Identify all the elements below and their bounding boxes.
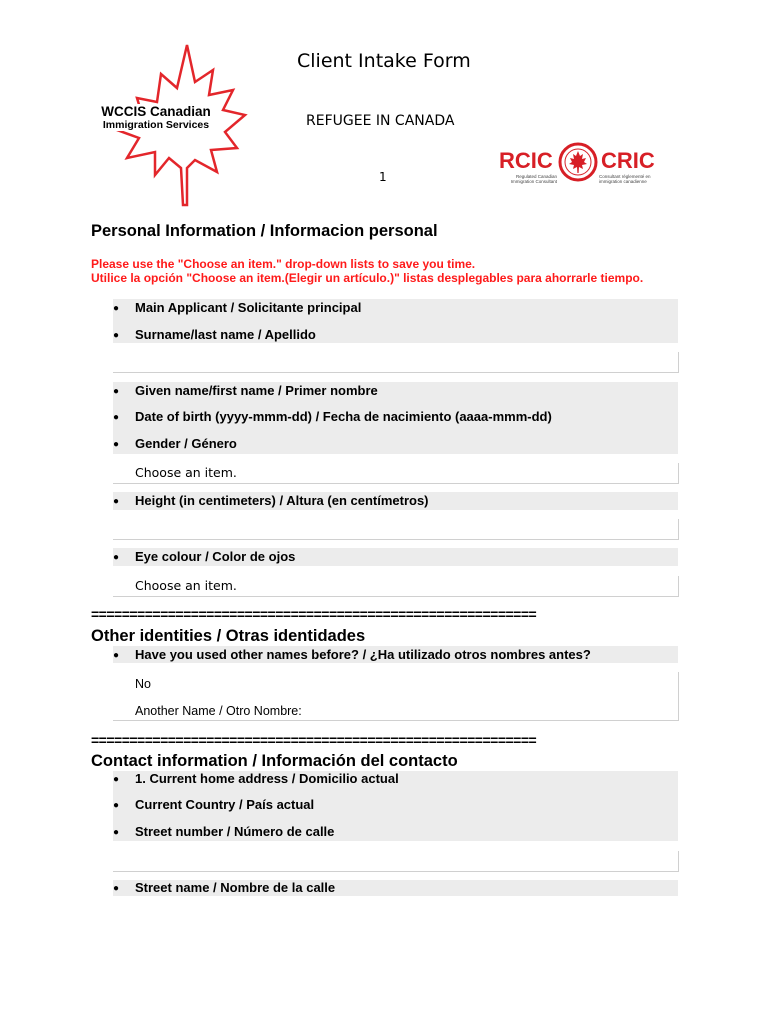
list-item: ● Street number / Número de calle xyxy=(113,824,335,839)
wccis-logo-line1: WCCIS Canadian xyxy=(101,104,211,119)
cric-text: CRIC xyxy=(601,148,655,173)
other-names-question: Have you used other names before? / ¿Ha utilizado otros nombres antes? xyxy=(135,647,591,662)
choose-item-notice xyxy=(91,257,643,285)
section-separator: ========================================================== xyxy=(91,606,537,622)
surname-field[interactable] xyxy=(113,352,679,373)
notice-line-en: Please use the "Choose an item." drop-down lists to save you time. xyxy=(91,257,476,271)
rcic-subtext: Regulated Canadian Immigration Consultant xyxy=(510,174,557,184)
gender-label: Gender / Género xyxy=(135,436,237,451)
surname-label: Surname/last name / Apellido xyxy=(135,327,316,342)
gender-value[interactable]: Choose an item. xyxy=(135,465,237,480)
dob-label: Date of birth (yyyy-mmm-dd) / Fecha de nacimiento (aaaa-mmm-dd) xyxy=(135,409,552,424)
list-item: ● Main Applicant / Solicitante principal xyxy=(113,300,362,315)
list-item: ● Surname/last name / Apellido xyxy=(113,327,316,342)
main-applicant-label: Main Applicant / Solicitante principal xyxy=(135,300,362,315)
eye-colour-label: Eye colour / Color de ojos xyxy=(135,549,296,564)
list-item: ● Date of birth (yyyy-mmm-dd) / Fecha de nacimiento (aaaa-mmm-dd) xyxy=(113,409,552,424)
street-name-label: Street name / Nombre de la calle xyxy=(135,880,336,895)
given-name-label: Given name/first name / Primer nombre xyxy=(135,383,378,398)
street-number-field[interactable] xyxy=(113,851,679,872)
list-item: ● Height (in centimeters) / Altura (en centímetros) xyxy=(113,493,429,508)
rcic-logo xyxy=(497,140,672,192)
eye-colour-value[interactable]: Choose an item. xyxy=(135,578,237,593)
list-item: ● Have you used other names before? / ¿Ha utilizado otros nombres antes? xyxy=(113,647,591,662)
list-item: ● 1. Current home address / Domicilio actual xyxy=(113,771,399,786)
current-country-label: Current Country / País actual xyxy=(135,797,315,812)
other-identities-heading: Other identities / Otras identidades xyxy=(91,627,366,645)
other-names-answer[interactable]: No xyxy=(135,677,151,691)
rcic-text: RCIC xyxy=(499,148,553,173)
list-item: ● Street name / Nombre de la calle xyxy=(113,880,336,895)
list-item: ● Current Country / País actual xyxy=(113,797,315,812)
street-number-label: Street number / Número de calle xyxy=(135,824,335,839)
contact-info-heading: Contact information / Información del contacto xyxy=(91,752,458,770)
wccis-logo-line2: Immigration Services xyxy=(102,119,210,131)
form-title: Client Intake Form xyxy=(297,50,471,72)
height-label: Height (in centimeters) / Altura (en centímetros) xyxy=(135,493,429,508)
home-address-label: 1. Current home address / Domicilio actual xyxy=(135,771,399,786)
form-subtitle: REFUGEE IN CANADA xyxy=(306,113,455,129)
maple-leaf-seal-icon xyxy=(558,142,598,182)
list-item: ● Eye colour / Color de ojos xyxy=(113,549,296,564)
page-number: 1 xyxy=(379,170,387,184)
list-item: ● Given name/first name / Primer nombre xyxy=(113,383,378,398)
height-field[interactable] xyxy=(113,519,679,540)
cric-subtext: Consultant réglementé en immigration canadienne xyxy=(599,174,651,184)
wccis-logo-text xyxy=(96,104,216,131)
another-name-label: Another Name / Otro Nombre: xyxy=(135,704,302,718)
notice-line-es: Utilice la opción "Choose an item.(Elegir un artículo.)" listas desplegables para ahorrarle tiempo. xyxy=(91,271,644,285)
personal-info-heading: Personal Information / Informacion personal xyxy=(91,222,438,240)
list-item: ● Gender / Género xyxy=(113,436,237,451)
section-separator: ========================================================== xyxy=(91,732,537,748)
